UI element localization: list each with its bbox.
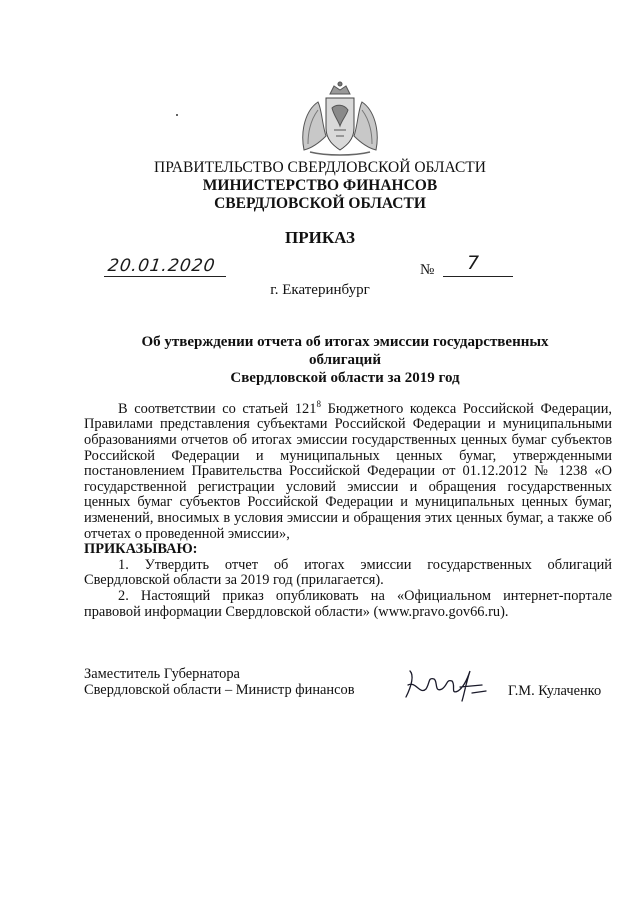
ministry-name-line1: МИНИСТЕРСТВО ФИНАНСОВ bbox=[202, 177, 438, 194]
signer-position-line-2: Свердловской области – Министр финансов bbox=[84, 682, 355, 698]
preamble-end: Бюджетного кодекса Российской Федерации, Правилами представления субъектами Российской Федерации и муниципальными образованиями отчетов об итогах эмиссии государственных ценных бумаг субъектов Российской Федерации и муниципальных ценных бумаг, утвержденными постановлением Правительства Российской Федерации от 01.12.2012 № 1238 «О государственной регистрации условий эмиссии и обращения государственных ценных бумаг субъектов Российской Федерации и муниципальных ценных бумаг, изменений, вносимых в условия эмиссии и обращения этих ценных бумаг, а также об отчетах о проведенной эмиссии», bbox=[84, 400, 612, 542]
preamble-paragraph bbox=[84, 397, 612, 542]
order-directive: ПРИКАЗЫВАЮ: bbox=[84, 541, 198, 558]
handwritten-signature bbox=[398, 665, 490, 705]
signer-name: Г.М. Кулаченко bbox=[508, 683, 602, 699]
order-subject bbox=[110, 333, 580, 387]
order-body bbox=[84, 397, 612, 620]
order-date: 20.01.2020 bbox=[106, 256, 217, 276]
ministry-name-line2: СВЕРДЛОВСКОЙ ОБЛАСТИ bbox=[214, 195, 426, 212]
document-type-title: ПРИКАЗ bbox=[285, 228, 355, 247]
city: г. Екатеринбург bbox=[270, 282, 370, 298]
subject-line-2: Свердловской области за 2019 год bbox=[230, 370, 460, 386]
signer-position-line-1: Заместитель Губернатора bbox=[84, 666, 240, 682]
preamble-start: В соответствии со статьей 121 bbox=[118, 400, 317, 417]
scan-speck bbox=[176, 114, 178, 116]
order-item-1: 1. Утвердить отчет об итогах эмиссии государственных облигаций Свердловской области за 2019 год (прилагается). bbox=[84, 556, 612, 589]
order-number-label: № bbox=[420, 262, 435, 278]
order-item-2: 2. Настоящий приказ опубликовать на «Официальном интернет-портале правовой информации Свердловской области» (www.pravo.gov66.ru). bbox=[84, 587, 612, 620]
subject-line-1: Об утверждении отчета об итогах эмиссии государственных облигаций bbox=[141, 334, 549, 368]
government-name: ПРАВИТЕЛЬСТВО СВЕРДЛОВСКОЙ ОБЛАСТИ bbox=[154, 159, 486, 176]
number-underline bbox=[443, 276, 513, 277]
article-superscript: 8 bbox=[316, 399, 321, 409]
coat-of-arms-emblem bbox=[296, 80, 384, 158]
order-number: 7 bbox=[467, 252, 480, 274]
date-underline bbox=[104, 276, 226, 277]
signer-position bbox=[84, 666, 354, 698]
